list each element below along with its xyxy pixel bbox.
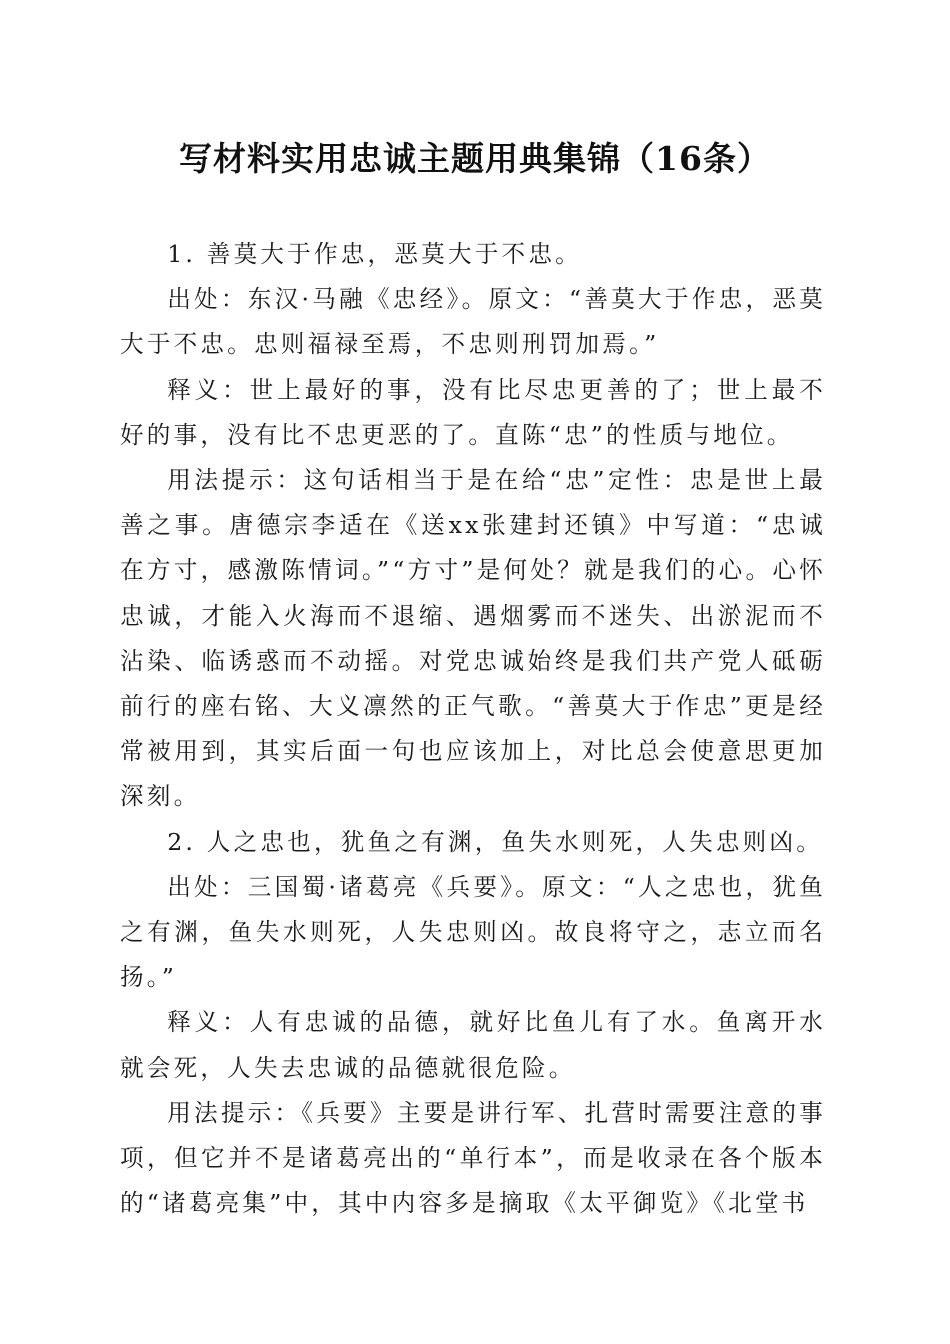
source-paragraph-1: 出处：东汉·马融《忠经》。原文：“善莫大于作忠，恶莫大于不忠。忠则福禄至焉，不忠则刑罚加焉。” [120, 285, 826, 359]
explanation-paragraph-2: 释义：人有忠诚的品德，就好比鱼儿有了水。鱼离开水就会死，人失去忠诚的品德就很危险。 [120, 1008, 826, 1082]
heading-item-1: 1. 善莫大于作忠，恶莫大于不忠。 [167, 240, 582, 268]
usage-tip-paragraph-1: 用法提示：这句话相当于是在给“忠”定性：忠是世上最善之事。唐德宗李适在《送xx张建封还镇》中写道：“忠诚在方寸，感激陈情词。”“方寸”是何处？就是我们的心。心怀忠诚，才能入火海而不退缩、遇烟雾而不迷失、出淤泥而不沾染、临诱惑而不动摇。对党忠诚始终是我们共产党人砥砺前行的座右铭、大义凛然的正气歌。“善莫大于作忠”更是经常被用到，其实后面一句也应该加上，对比总会使意思更加深刻。 [120, 466, 826, 811]
source-paragraph-2: 出处：三国蜀·诸葛亮《兵要》。原文：“人之忠也，犹鱼之有渊，鱼失水则死，人失忠则凶。故良将守之，志立而名扬。” [120, 872, 826, 992]
usage-tip-paragraph-2: 用法提示：《兵要》主要是讲行军、扎营时需要注意的事项，但它并不是诸葛亮出的“单行本”，而是收录在各个版本的“诸葛亮集”中，其中内容多是摘取《太平御览》《北堂书 [120, 1098, 826, 1218]
explanation-paragraph-1: 释义：世上最好的事，没有比尽忠更善的了；世上最不好的事，没有比不忠更恶的了。直陈“忠”的性质与地位。 [120, 375, 826, 449]
heading-item-2: 2. 人之忠也，犹鱼之有渊，鱼失水则死，人失忠则凶。 [167, 827, 824, 856]
document-title: 写材料实用忠诚主题用典集锦（16条） [179, 139, 771, 178]
document-body [120, 232, 826, 1226]
